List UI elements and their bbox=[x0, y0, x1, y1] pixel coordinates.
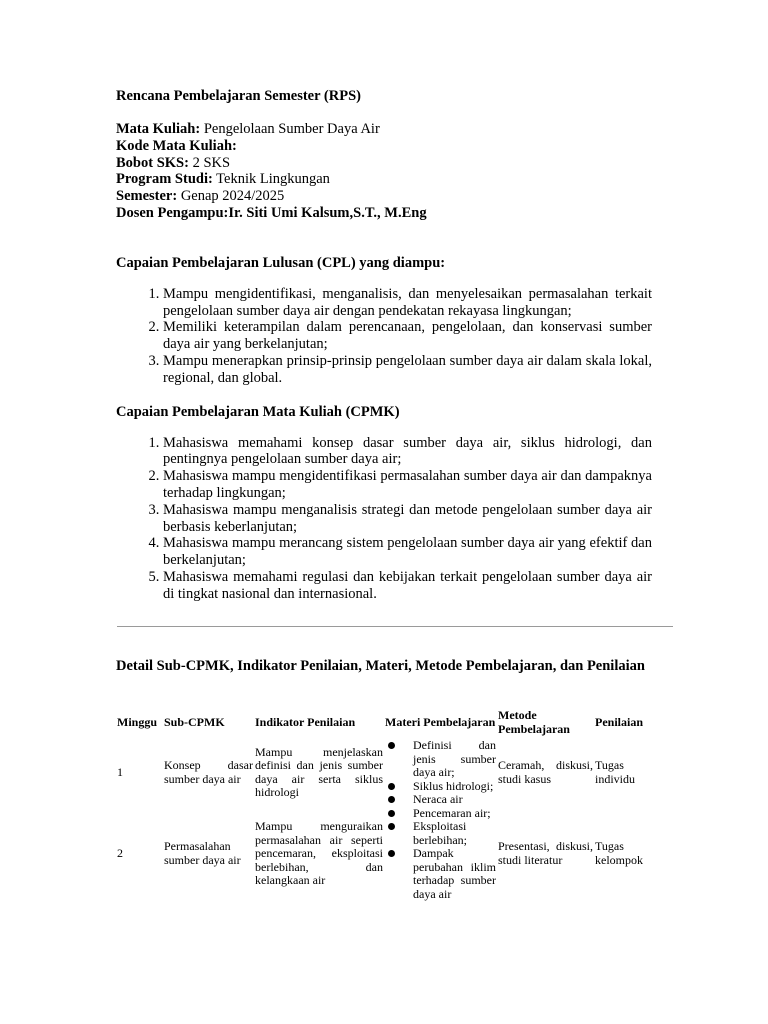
material-list bbox=[385, 807, 496, 902]
cpmk-list bbox=[116, 435, 652, 603]
list-item: 5. Mahasiswa memahami regulasi dan kebijakan terkait pengelolaan sumber daya air di tingkat nasional dan internasional. bbox=[163, 569, 652, 603]
table-row bbox=[116, 807, 651, 902]
column-header-method: Metode Pembelajaran bbox=[498, 708, 570, 736]
list-item: 1. Mampu mengidentifikasi, menganalisis, dan menyelesaikan permasalahan terkait pengelolaan sumber daya air dengan pendekatan rekayasa lingkungan; bbox=[163, 286, 652, 320]
document-title: Rencana Pembelajaran Semester (RPS) bbox=[116, 88, 361, 104]
cell-material bbox=[384, 739, 497, 807]
cpl-heading: Capaian Pembelajaran Lulusan (CPL) yang diampu: bbox=[116, 254, 446, 271]
cell-method: Ceramah, diskusi, studi kasus bbox=[498, 758, 593, 786]
meta-semester: Semester: Genap 2024/2025 bbox=[116, 188, 285, 205]
list-item: 4. Mahasiswa mampu merancang sistem pengelolaan sumber daya air yang efektif dan berkelanjutan; bbox=[163, 535, 652, 569]
cell-sub-cpmk: Konsep dasar sumber daya air bbox=[164, 758, 253, 786]
column-header-indicator: Indikator Penilaian bbox=[255, 714, 356, 729]
meta-course-name: Mata Kuliah: Pengelolaan Sumber Daya Air bbox=[116, 121, 380, 137]
cell-assessment: Tugas individu bbox=[595, 758, 636, 786]
cell-indicator: Mampu menjelaskan definisi dan jenis sumber daya air serta siklus hidrologi bbox=[255, 744, 383, 800]
column-header-material: Materi Pembelajaran bbox=[385, 714, 496, 729]
detail-table bbox=[116, 706, 651, 901]
detail-heading: Detail Sub-CPMK, Indikator Penilaian, Materi, Metode Pembelajaran, dan Penilaian bbox=[116, 658, 645, 674]
column-header-sub-cpmk: Sub-CPMK bbox=[164, 714, 225, 729]
cell-indicator: Mampu menguraikan permasalahan air seperti pencemaran, eksploitasi berlebihan, dan kelangkaan air bbox=[255, 819, 383, 887]
course-info bbox=[116, 121, 652, 222]
meta-lecturer: Dosen Pengampu:Ir. Siti Umi Kalsum,S.T., M.Eng bbox=[116, 204, 427, 221]
column-header-assessment: Penilaian bbox=[595, 714, 644, 729]
list-item: Dampak perubahan iklim terhadap sumber daya air bbox=[385, 847, 496, 901]
table-row bbox=[116, 739, 651, 807]
meta-credits: Bobot SKS: 2 SKS bbox=[116, 154, 231, 171]
list-item: Siklus hidrologi; bbox=[385, 780, 496, 794]
column-header-week: Minggu bbox=[117, 714, 158, 729]
list-item: 1. Mahasiswa memahami konsep dasar sumber daya air, siklus hidrologi, dan pentingnya pengelolaan sumber daya air; bbox=[163, 435, 652, 469]
list-item: 2. Mahasiswa mampu mengidentifikasi permasalahan sumber daya air dan dampaknya terhadap lingkungan; bbox=[163, 468, 652, 502]
meta-course-code: Kode Mata Kuliah: bbox=[116, 137, 237, 154]
cpl-list bbox=[116, 286, 652, 387]
list-item: Eksploitasi berlebihan; bbox=[385, 820, 496, 847]
cell-week: 1 bbox=[117, 765, 123, 779]
list-item: Pencemaran air; bbox=[385, 807, 496, 821]
cell-assessment: Tugas kelompok bbox=[595, 839, 643, 867]
meta-study-program: Program Studi: Teknik Lingkungan bbox=[116, 171, 330, 188]
cell-method: Presentasi, diskusi, studi literatur bbox=[498, 839, 593, 867]
list-item: Neraca air bbox=[385, 793, 496, 807]
document-body bbox=[116, 87, 652, 603]
cell-week: 2 bbox=[117, 846, 123, 860]
list-item: 2. Memiliki keterampilan dalam perencanaan, pengelolaan, dan konservasi sumber daya air yang berkelanjutan; bbox=[163, 319, 652, 353]
list-item: 3. Mampu menerapkan prinsip-prinsip pengelolaan sumber daya air dalam skala lokal, regional, dan global. bbox=[163, 353, 652, 387]
material-list bbox=[385, 739, 496, 807]
horizontal-divider bbox=[117, 626, 673, 627]
cell-sub-cpmk: Permasalahan sumber daya air bbox=[164, 839, 241, 867]
list-item: Definisi dan jenis sumber daya air; bbox=[385, 739, 496, 780]
cell-material bbox=[384, 807, 497, 902]
list-item: 3. Mahasiswa mampu menganalisis strategi dan metode pengelolaan sumber daya air berbasis keberlanjutan; bbox=[163, 502, 652, 536]
cpmk-heading: Capaian Pembelajaran Mata Kuliah (CPMK) bbox=[116, 403, 400, 420]
